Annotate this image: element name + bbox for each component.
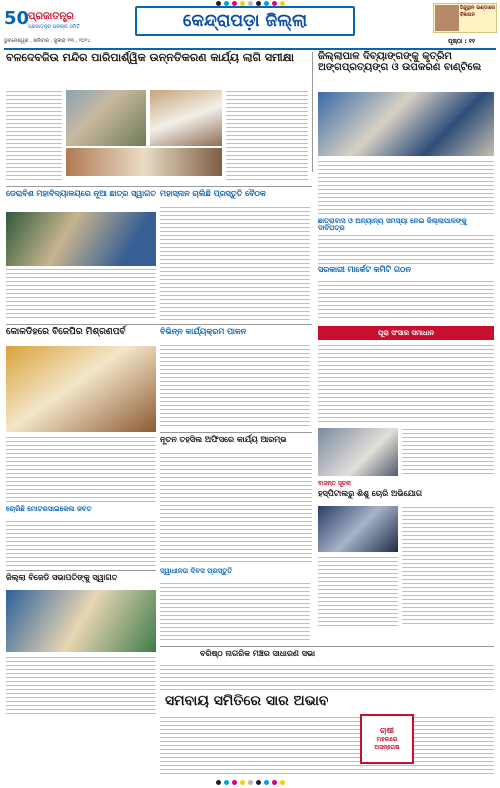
story9-text (160, 452, 312, 564)
story15-photo (318, 506, 398, 552)
story10-headline: ଚୋରିଛି ମୋଟରସାଇକେଲ ଜବତ (6, 505, 92, 513)
district-title: କେନ୍ଦ୍ରାପଡ଼ା ଜିଲ୍ଲା (135, 6, 355, 36)
brand-tagline: ପ୍ରଜାତନ୍ତ୍ର ପ୍ରଚାର ସମିତି (28, 24, 80, 30)
story12-text (160, 582, 310, 642)
story15-headline: ହସ୍ପିଟାଲରୁ ଶିଶୁ ଚୋରି ଅଭିଯୋଗ (318, 489, 423, 498)
highlight-box-text (318, 344, 494, 424)
story1-photo-b (150, 90, 222, 146)
divider (6, 324, 312, 325)
story14-headline: ବରିଷ୍ଠ ନାଗରିକ ମଞ୍ଚର ସାଧାରଣ ସଭା (200, 649, 316, 658)
story7-text (6, 436, 156, 502)
divider (160, 432, 312, 433)
story6-text (318, 280, 494, 320)
story14-text (160, 664, 494, 692)
story1-text-col1 (6, 90, 62, 182)
story5-text (318, 234, 494, 264)
farmer-badge (360, 714, 414, 764)
story2-photo (318, 92, 494, 156)
story1-photo-a (66, 90, 146, 146)
brand-name: ପ୍ରଜାତନ୍ତ୍ର (28, 11, 74, 22)
story5-headline: ଛାତ୍ରାବାସ ଓ ଅନ୍ୟାନ୍ୟ ସମସ୍ୟା ନେଇ ଜିଲ୍ଲାପାଳଙ୍କୁ ଦାବିପତ୍ର (318, 217, 467, 233)
story7-photo (6, 346, 156, 432)
story7-headline: କୋଳଡିହରେ ବିଜେପିର ମିଶ୍ରଣପର୍ବ (6, 327, 126, 337)
story6-headline: ସରକାରୀ ମାର୍କେଟ କମିଟି ଗଠନ (318, 265, 411, 274)
story8-text (160, 344, 310, 426)
story13-headline: ସମବାୟ ସମିତିରେ ସାର ଅଭାବ (165, 693, 329, 709)
farmer-badge-line2: ମହଲରେ (376, 736, 398, 743)
story4-headline: ମହାସ୍ନାନ ଚାଲିଛି ପ୍ରସ୍ତୁତି ବୈଠକ (160, 189, 266, 198)
story1-photo-c (66, 148, 222, 176)
story1-text-col2 (226, 90, 308, 182)
page-number: ପୃଷ୍ଠା : ୧୧ (448, 38, 476, 45)
story8-headline: ବିଭିନ୍ନ କାର୍ଯ୍ୟକ୍ରମ ପାଳନ (160, 327, 247, 336)
story12-headline: ସ୍ୱାଧୀନତା ଦିବସ ପ୍ରସ୍ତୁତି (160, 567, 233, 575)
highlight-box-title: ପୂରା ସଂସାର ସମାଧାନ (318, 326, 494, 340)
anniversary-logo: 50 (4, 8, 30, 29)
masthead-ad-photo (435, 5, 459, 31)
divider (6, 186, 312, 187)
divider (312, 52, 313, 172)
story3-photo (6, 212, 156, 266)
divider (6, 570, 156, 571)
farmer-badge-line1: ଚାଷୀ (379, 726, 395, 735)
small-tag: ବାସନ୍ତ ସୂଚନା (318, 480, 351, 487)
registration-marks-bottom (0, 780, 500, 786)
story2-text (318, 160, 494, 216)
farmer-badge-line3: ଅସନ୍ତୋଷ (374, 744, 400, 751)
story15-text2 (318, 556, 398, 626)
story10-text (6, 520, 156, 566)
story9-headline: ନୂତନ ତହସିଲ ଅଫିସରେ କାର୍ଯ୍ୟ ଆରମ୍ଭ (160, 435, 287, 444)
story4-text (160, 206, 310, 320)
masthead-ad-text: ହିନ୍ଦୁସ୍ଥାନ ଭଣ୍ଡାରେ ବିଜ୍ଞାପନ (460, 5, 496, 18)
story11-text (6, 656, 156, 714)
story3-text (6, 268, 156, 320)
story15-text (402, 506, 494, 626)
story1-headline: ବଳଦେବଜିଉ ମନ୍ଦିର ପାରିପାର୍ଶ୍ୱିକ ଉନ୍ନତିକରଣ କାର୍ଯ୍ୟ ଲାଗି ସମୀକ୍ଷା (6, 51, 295, 64)
story3-headline: ଡେରାବିଶ ମହାବିଦ୍ୟାଳୟରେ ନୂଆ ଛାତ୍ର ସ୍ୱାଗତ (6, 189, 156, 198)
divider (160, 646, 494, 647)
story11-photo (6, 590, 156, 652)
story2-headline: ଜିଲ୍ଲାପାଳ ଦିବ୍ୟାଙ୍ଗଙ୍କୁ କୃତ୍ରିମ ଅଙ୍ଗପ୍ରତ୍ୟଙ୍ଗ ଓ ଉପକରଣ ବାଣ୍ଟିଲେ (318, 51, 482, 73)
story11-headline: ଜିଲ୍ଲା ବିଜେଡି ସଭାପତିଙ୍କୁ ସ୍ୱାଗତ (6, 573, 118, 582)
highlight-box-text2 (402, 428, 494, 476)
highlight-box-photo (318, 428, 398, 476)
story13-text (160, 716, 494, 774)
date-line: ଭୁବନେଶ୍ୱର , ଶନିବାର , ଜୁଲାଇ ୧୩ , ୨୦୨୪ (4, 38, 91, 44)
